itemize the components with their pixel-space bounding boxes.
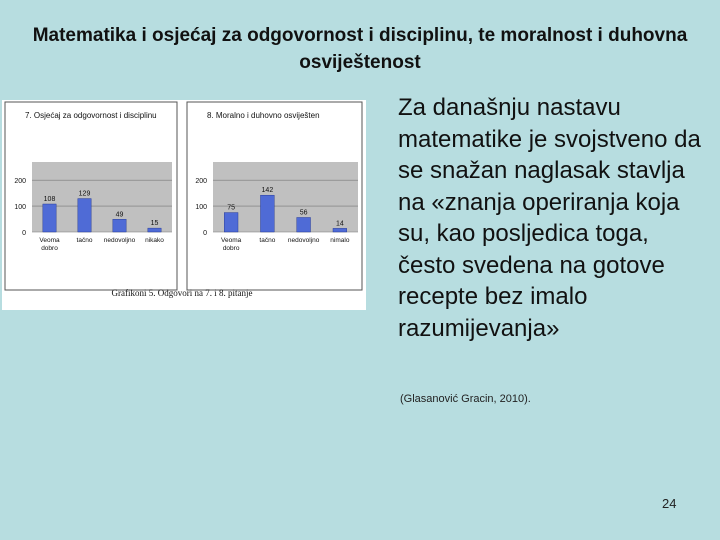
y-tick-label: 200 bbox=[195, 178, 207, 186]
y-tick-label: 0 bbox=[22, 230, 26, 237]
x-tick-label: tačno bbox=[76, 237, 93, 244]
data-label: 75 bbox=[227, 204, 236, 212]
bar bbox=[260, 195, 274, 232]
bar bbox=[113, 219, 126, 232]
x-tick-label: Veoma bbox=[39, 237, 60, 244]
citation: (Glasanović Gracin, 2010). bbox=[400, 393, 531, 405]
x-tick-label: nedovoljno bbox=[103, 237, 136, 244]
data-label: 56 bbox=[299, 209, 308, 217]
y-tick-label: 0 bbox=[203, 230, 207, 237]
data-label: 142 bbox=[261, 187, 274, 195]
x-tick-label: Veoma bbox=[221, 237, 242, 244]
bar bbox=[224, 213, 238, 232]
bar bbox=[43, 204, 56, 232]
page-number: 24 bbox=[662, 496, 677, 511]
slide-title: Matematika i osjećaj za odgovornost i disciplinu, te moralnost i duhovna osviještenost bbox=[32, 25, 688, 73]
x-tick-label: nedovoljno bbox=[287, 237, 320, 244]
body-text: Za današnju nastavu matematike je svojstveno da se snažan naglasak stavlja na «znanja operiranja koja su, kao posljedica toga, često svedena na gotove recepte bez imalo razumijevanja» bbox=[398, 94, 701, 342]
y-tick-label: 100 bbox=[14, 204, 26, 212]
chart-title: 7. Osjećaj za odgovornost i disciplinu bbox=[25, 111, 157, 120]
x-tick-label: nimalo bbox=[330, 237, 350, 244]
data-label: 49 bbox=[115, 211, 124, 219]
y-tick-label: 200 bbox=[14, 178, 26, 186]
data-label: 14 bbox=[335, 220, 344, 228]
data-label: 129 bbox=[78, 190, 91, 198]
x-tick-label: dobro bbox=[41, 245, 58, 252]
chart-title: 8. Moralno i duhovno osviješten bbox=[207, 111, 320, 120]
y-tick-label: 100 bbox=[195, 204, 207, 212]
bar bbox=[297, 217, 311, 232]
x-tick-label: dobro bbox=[222, 245, 240, 252]
figure-caption: Grafikoni 5. Odgovori na 7. i 8. pitanje bbox=[111, 288, 253, 298]
bar bbox=[78, 199, 91, 232]
bar-charts-figure bbox=[2, 100, 366, 310]
bar bbox=[148, 228, 161, 232]
data-label: 108 bbox=[43, 196, 56, 203]
x-tick-label: nikako bbox=[145, 237, 164, 244]
x-tick-label: tačno bbox=[259, 237, 276, 244]
bar bbox=[333, 228, 347, 232]
charts-canvas bbox=[2, 100, 366, 310]
data-label: 15 bbox=[150, 220, 159, 228]
